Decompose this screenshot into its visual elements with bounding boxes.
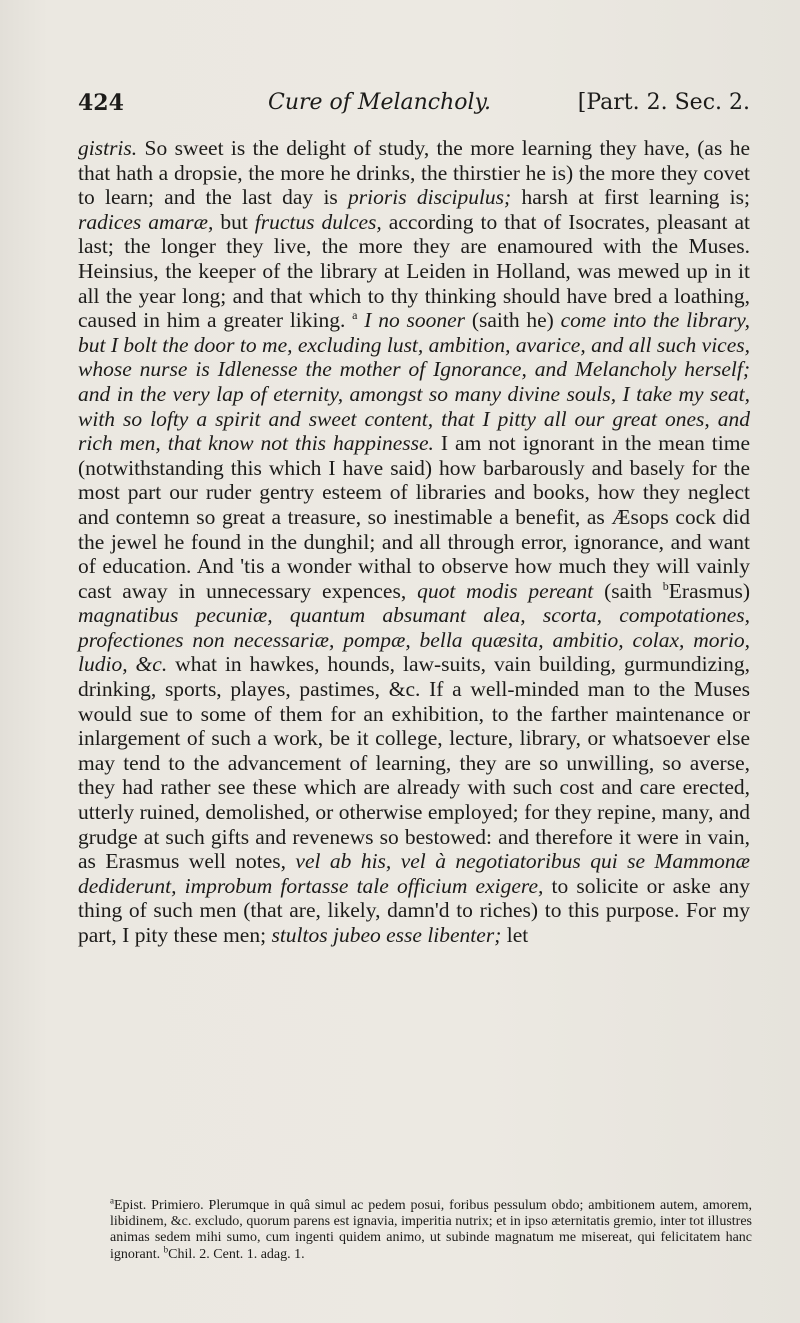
footnote-mark-a: a bbox=[110, 1195, 114, 1206]
text: So sweet is the delight of study, the more learning they have, (as he that hath a dropsie, the more he drinks, the thirstier he is) the more they covet to learn; and the last day is bbox=[78, 136, 750, 210]
text-italic: I no sooner bbox=[357, 308, 466, 333]
text-italic: come into the library, but I bolt the door to me, excluding lust, ambition, avarice, and all such vices, whose nurse is Idlenesse the mother of Ignorance, and Melancholy herself; and in the very lap of eternity, amongst so many divine souls, I take my seat, with so lofty a spirit and sweet content, that I pitty all our great ones, and rich men, that know not this happinesse. bbox=[78, 308, 750, 456]
text: (saith bbox=[593, 578, 663, 603]
footnote-b: Chil. 2. Cent. 1. adag. 1. bbox=[168, 1246, 305, 1262]
main-text bbox=[78, 136, 750, 948]
footnote-ref-a[interactable]: a bbox=[352, 308, 358, 322]
text-italic: prioris discipulus; bbox=[348, 185, 512, 210]
text: let bbox=[501, 923, 529, 947]
text: (saith he) bbox=[465, 308, 561, 333]
text-italic: stultos jubeo esse libenter; bbox=[271, 923, 502, 947]
footnote-ref-b[interactable]: b bbox=[662, 578, 669, 593]
text: what in hawkes, hounds, law-suits, vain building, gurmundizing, drinking, sports, playes, pastimes, &c. If a well-minded man to the Muses would sue to some of them for an exhibition, to the farther maintenance or inlargement of such a work, be it college, lecture, library, or whatsoever else may tend to the advancement of learning, they are so unwilling, so averse, they had rather see these which are already with such cost and care erected, utterly ruined, demolished, or otherwise employed; for they repine, many, and grudge at such gifts and revenews so bestowed: and therefore it were in vain, as Erasmus well notes, bbox=[78, 652, 750, 874]
text: to solicite or aske any thing of such men (that are, likely, damn'd to riches) to this purpose. For my part, I pity these men; bbox=[78, 873, 750, 947]
text: according to that of Isocrates, pleasant at last; the longer they live, the more they are enamoured with the Muses. Heinsius, the keeper of the library at Leiden in Holland, was mewed up in it all the year long; and that which to thy thinking should have bred a loathing, caused in him a greater liking. bbox=[78, 209, 750, 333]
text-italic: quot modis pereant bbox=[417, 578, 594, 603]
page-number: 424 bbox=[78, 90, 124, 116]
text: I am not ignorant in the mean time (notwithstanding this which I have said) how barbarously and basely for the most part our ruder gentry esteem of libraries and books, how they neglect and contemn so great a treasure, so inestimable a benefit, as Æsops cock did the jewel he found in the dunghil; and all through error, ignorance, and want of education. And 'tis a wonder withal to observe how much they will vainly cast away in unnecessary expences, bbox=[78, 431, 750, 603]
text-italic: vel ab his, vel à negotiatoribus qui se Mammonæ dediderunt, improbum fortasse tale officium exigere, bbox=[78, 849, 750, 898]
text-italic: gistris. bbox=[78, 136, 138, 160]
text-italic: fructus dulces, bbox=[254, 209, 382, 234]
paragraph bbox=[78, 136, 750, 948]
text-italic: magnatibus pecuniæ, quantum absumant alea, scorta, compotationes, profectiones non necessariæ, pompæ, bella quæsita, ambitio, colax, morio, ludio, &c. bbox=[78, 603, 750, 677]
text: but bbox=[213, 209, 255, 234]
footnotes bbox=[110, 1195, 752, 1263]
text: harsh at first learning is; bbox=[511, 185, 750, 210]
footnote-a: Epist. Primiero. Plerumque in quâ simul ac pedem posui, foribus pessulum obdo; ambitionem autem, amorem, libidinem, &c. excludo, quorum parens est ignavia, imperitia nutrix; et in ipso æternitatis gremio, inter tot illustres animas sedem mihi sumo, cum ingenti quidem animo, ut subinde magnatum me misereat, qui felicitatem hanc ignorant. bbox=[110, 1198, 752, 1262]
text-italic: radices amaræ, bbox=[78, 209, 214, 234]
text: Erasmus) bbox=[668, 578, 750, 603]
section-label: [Part. 2. Sec. 2. bbox=[577, 90, 750, 115]
page-header bbox=[78, 86, 750, 120]
footnote-mark-b: b bbox=[163, 1243, 169, 1254]
running-title: Cure of Melancholy. bbox=[268, 90, 492, 115]
